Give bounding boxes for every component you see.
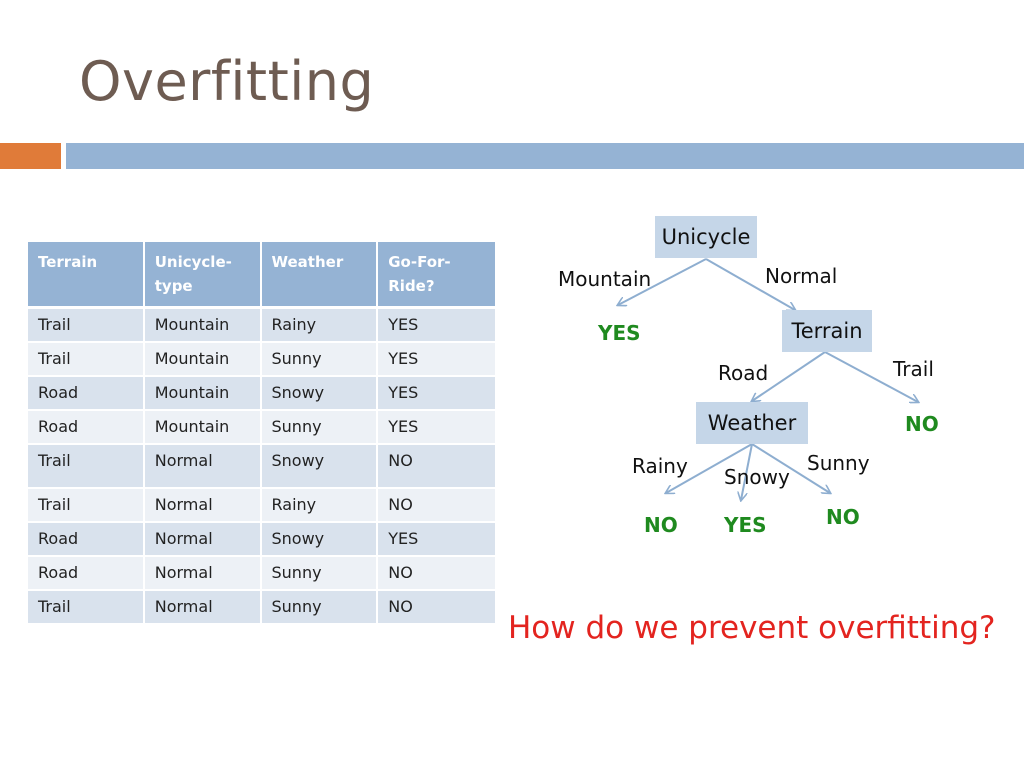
cell-go-for-ride: YES — [378, 343, 495, 377]
cell-unicycle-type: Mountain — [145, 411, 262, 445]
edge-label-normal: Normal — [765, 264, 838, 288]
cell-weather: Snowy — [262, 445, 379, 489]
tree-node-weather: Weather — [696, 402, 808, 444]
cell-weather: Sunny — [262, 591, 379, 625]
cell-weather: Sunny — [262, 411, 379, 445]
header-go-for-ride: Go-For-Ride? — [378, 242, 495, 309]
edge-label-sunny: Sunny — [807, 451, 870, 475]
cell-terrain: Trail — [28, 309, 145, 343]
cell-terrain: Trail — [28, 591, 145, 625]
header-weather: Weather — [262, 242, 379, 309]
cell-go-for-ride: NO — [378, 591, 495, 625]
cell-go-for-ride: YES — [378, 411, 495, 445]
edge-label-mountain: Mountain — [558, 267, 652, 291]
cell-weather: Snowy — [262, 377, 379, 411]
header-terrain: Terrain — [28, 242, 145, 309]
leaf-mountain-yes: YES — [598, 321, 641, 345]
cell-go-for-ride: YES — [378, 377, 495, 411]
overfitting-question: How do we prevent overfitting? — [508, 610, 996, 646]
header-unicycle-type: Unicycle-type — [145, 242, 262, 309]
cell-go-for-ride: NO — [378, 489, 495, 523]
cell-terrain: Road — [28, 557, 145, 591]
cell-unicycle-type: Mountain — [145, 309, 262, 343]
cell-go-for-ride: NO — [378, 557, 495, 591]
cell-go-for-ride: YES — [378, 309, 495, 343]
edge-label-road: Road — [718, 361, 769, 385]
cell-terrain: Road — [28, 411, 145, 445]
cell-unicycle-type: Normal — [145, 445, 262, 489]
cell-unicycle-type: Normal — [145, 557, 262, 591]
cell-terrain: Road — [28, 377, 145, 411]
tree-node-terrain: Terrain — [782, 310, 872, 352]
leaf-rainy-no: NO — [644, 513, 678, 537]
cell-weather: Sunny — [262, 557, 379, 591]
cell-unicycle-type: Normal — [145, 489, 262, 523]
cell-unicycle-type: Mountain — [145, 343, 262, 377]
edge-label-rainy: Rainy — [632, 454, 688, 478]
cell-weather: Rainy — [262, 309, 379, 343]
cell-weather: Sunny — [262, 343, 379, 377]
edge-label-trail: Trail — [893, 357, 934, 381]
cell-terrain: Road — [28, 523, 145, 557]
cell-weather: Rainy — [262, 489, 379, 523]
cell-terrain: Trail — [28, 489, 145, 523]
edge-label-snowy: Snowy — [724, 465, 790, 489]
slide-title: Overfitting — [79, 50, 375, 113]
cell-unicycle-type: Normal — [145, 591, 262, 625]
cell-weather: Snowy — [262, 523, 379, 557]
cell-unicycle-type: Normal — [145, 523, 262, 557]
cell-terrain: Trail — [28, 445, 145, 489]
cell-unicycle-type: Mountain — [145, 377, 262, 411]
cell-go-for-ride: NO — [378, 445, 495, 489]
cell-go-for-ride: YES — [378, 523, 495, 557]
tree-node-unicycle: Unicycle — [655, 216, 757, 258]
leaf-sunny-no: NO — [826, 505, 860, 529]
leaf-trail-no: NO — [905, 412, 939, 436]
leaf-snowy-yes: YES — [724, 513, 767, 537]
cell-terrain: Trail — [28, 343, 145, 377]
